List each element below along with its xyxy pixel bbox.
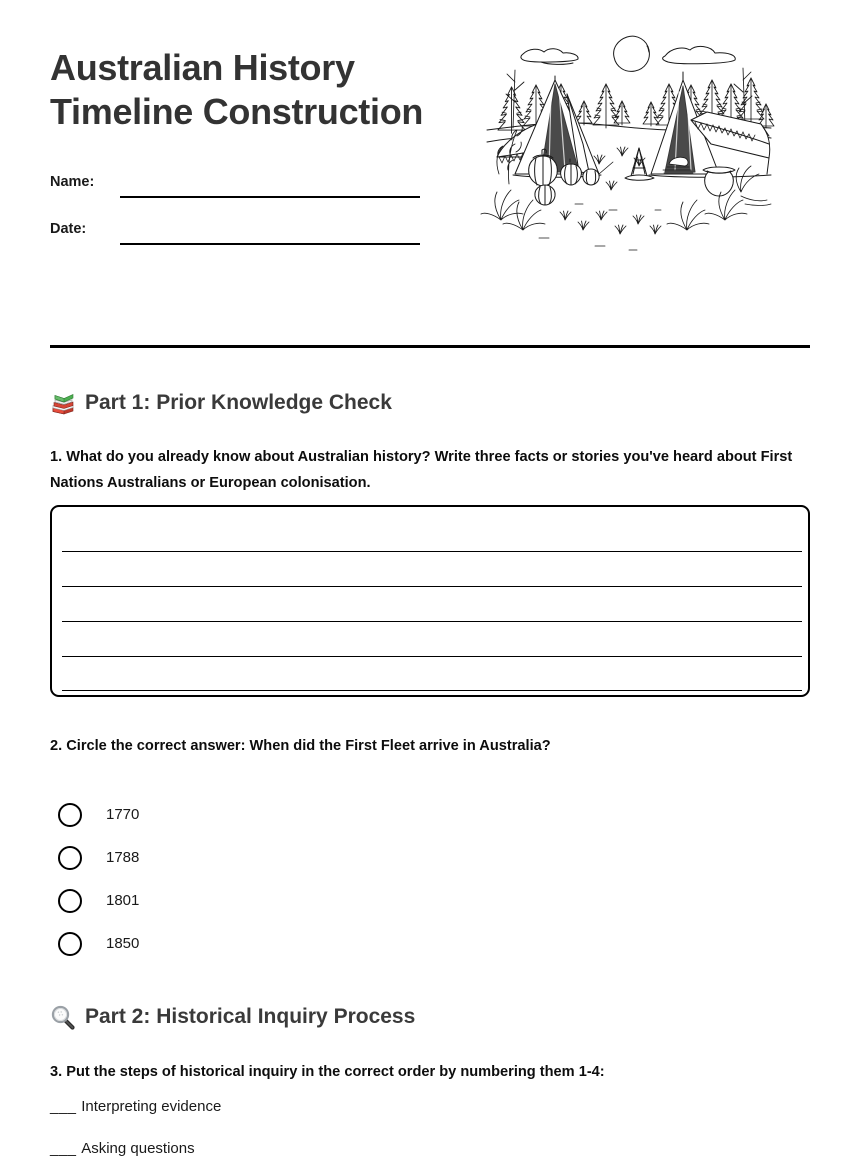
part-1-heading-text: Part 1: Prior Knowledge Check bbox=[85, 391, 392, 414]
cloud-left-icon bbox=[521, 49, 578, 65]
page-title bbox=[50, 46, 510, 134]
name-field-row bbox=[50, 164, 430, 211]
name-date-block bbox=[50, 164, 430, 258]
option-label: 1850 bbox=[106, 935, 140, 952]
step-number-blank[interactable]: ___ bbox=[50, 1098, 82, 1115]
books-icon bbox=[50, 390, 76, 416]
question-3-steps bbox=[50, 1098, 550, 1161]
name-input[interactable] bbox=[120, 196, 420, 198]
campsite-illustration bbox=[479, 24, 779, 274]
page-title-line-2: Timeline Construction bbox=[50, 91, 424, 132]
step-number-blank[interactable]: ___ bbox=[50, 1140, 82, 1157]
radio-circle-icon[interactable] bbox=[58, 803, 82, 827]
answer-line[interactable] bbox=[62, 690, 802, 691]
order-step-asking-questions[interactable] bbox=[50, 1140, 550, 1161]
step-label: Asking questions bbox=[81, 1140, 195, 1157]
magnifying-glass-icon bbox=[50, 1004, 76, 1030]
option-1801[interactable] bbox=[58, 879, 458, 922]
question-3-text: 3. Put the steps of historical inquiry in the correct order by numbering them 1-4: bbox=[50, 1064, 605, 1080]
question-1-text: 1. What do you already know about Australian history? Write three facts or stories you've heard about First Nations Australians or European colonisation. bbox=[50, 449, 793, 491]
step-label: Interpreting evidence bbox=[81, 1098, 222, 1115]
question-1-answer-box[interactable] bbox=[50, 505, 810, 697]
part-1-heading bbox=[50, 390, 392, 416]
radio-circle-icon[interactable] bbox=[58, 932, 82, 956]
date-input[interactable] bbox=[120, 243, 420, 245]
order-step-interpreting-evidence[interactable] bbox=[50, 1098, 550, 1140]
part-2-heading-text: Part 2: Historical Inquiry Process bbox=[85, 1005, 416, 1028]
question-2-text: 2. Circle the correct answer: When did the First Fleet arrive in Australia? bbox=[50, 738, 551, 754]
header-divider bbox=[50, 345, 810, 348]
option-label: 1801 bbox=[106, 892, 140, 909]
cooking-pot bbox=[703, 167, 735, 196]
option-1770[interactable] bbox=[58, 793, 458, 836]
option-1850[interactable] bbox=[58, 922, 458, 965]
name-label: Name: bbox=[50, 174, 95, 190]
option-label: 1788 bbox=[106, 849, 140, 866]
date-label: Date: bbox=[50, 221, 87, 237]
answer-line[interactable] bbox=[62, 586, 802, 587]
sun-icon bbox=[614, 36, 650, 71]
option-label: 1770 bbox=[106, 806, 140, 823]
radio-circle-icon[interactable] bbox=[58, 846, 82, 870]
date-field-row bbox=[50, 211, 430, 258]
radio-circle-icon[interactable] bbox=[58, 889, 82, 913]
answer-line[interactable] bbox=[62, 621, 802, 622]
answer-line[interactable] bbox=[62, 551, 802, 552]
question-2-options bbox=[58, 793, 458, 965]
option-1788[interactable] bbox=[58, 836, 458, 879]
page-title-line-1: Australian History bbox=[50, 47, 355, 88]
answer-line[interactable] bbox=[62, 656, 802, 657]
part-2-heading bbox=[50, 1004, 415, 1030]
cloud-right-icon bbox=[663, 46, 736, 63]
